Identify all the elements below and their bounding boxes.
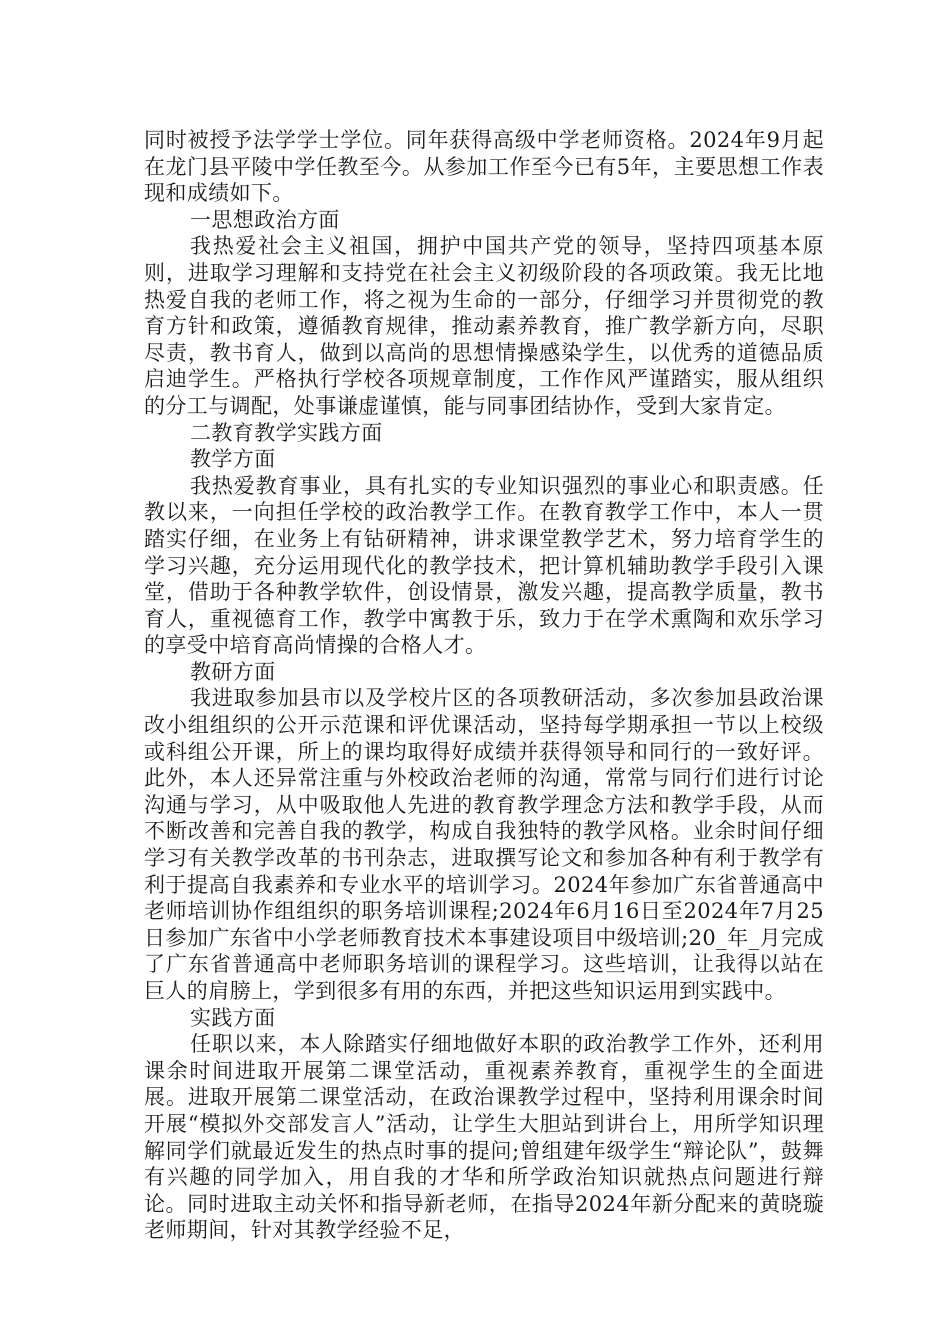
subheading-research: 教研方面 <box>190 659 276 684</box>
intro-paragraph: 同时被授予法学学士学位。同年获得高级中学老师资格。2024年9月起在龙门县平陵中学任教至今。从参加工作至今已有5年，主要思想工作表现和成绩如下。 <box>144 128 824 206</box>
practice-paragraph: 任职以来，本人除踏实仔细地做好本职的政治教学工作外，还利用课余时间进取开展第二课堂活动，重视素养教育，重视学生的全面进展。进取开展第二课堂活动，在政治课教学过程中，坚持利用课余时间开展“模拟外交部发言人”活动，让学生大胆站到讲台上，用所学知识理解同学们就最近发生的热点时事的提问;曾组建年级学生“辩论队”，鼓舞有兴趣的同学加入，用自我的才华和所学政治知识就热点问题进行辩论。同时进取主动关怀和指导新老师，在指导2024年新分配来的黄晓璇老师期间，针对其教学经验不足， <box>144 1032 824 1243</box>
political-paragraph: 我热爱社会主义祖国，拥护中国共产党的领导，坚持四项基本原则，进取学习理解和支持党在社会主义初级阶段的各项政策。我无比地热爱自我的老师工作，将之视为生命的一部分，仔细学习并贯彻党的教育方针和政策，遵循教育规律，推动素养教育，推广教学新方向，尽职尽责，教书育人，做到以高尚的思想情操感染学生，以优秀的道德品质启迪学生。严格执行学校各项规章制度，工作作风严谨踏实，服从组织的分工与调配，处事谦虚谨慎，能与同事团结协作，受到大家肯定。 <box>144 234 824 418</box>
research-paragraph: 我进取参加县市以及学校片区的各项教研活动，多次参加县政治课改小组组织的公开示范课和评优课活动，坚持每学期承担一节以上校级或科组公开课，所上的课均取得好成绩并获得领导和同行的一致好评。此外，本人还异常注重与外校政治老师的沟通，常常与同行们进行讨论沟通与学习，从中吸取他人先进的教育教学理念方法和教学手段，从而不断改善和完善自我的教学，构成自我独特的教学风格。业余时间仔细学习有关教学改革的书刊杂志，进取撰写论文和参加各种有利于教学有利于提高自我素养和专业水平的培训学习。2024年参加广东省普通高中老师培训协作组组织的职务培训课程;2024年6月16日至2024年7月25日参加广东省中小学老师教育技术本事建设项目中级培训;20_年_月完成了广东省普通高中老师职务培训的课程学习。这些培训，让我得以站在巨人的肩膀上，学到很多有用的东西，并把这些知识运用到实践中。 <box>144 686 824 1003</box>
subheading-practice: 实践方面 <box>190 1005 276 1030</box>
subheading-teaching: 教学方面 <box>190 447 276 472</box>
teaching-paragraph: 我热爱教育事业，具有扎实的专业知识强烈的事业心和职责感。任教以来，一向担任学校的政治教学工作。在教育教学工作中，本人一贯踏实仔细，在业务上有钻研精神，讲求课堂教学艺术，努力培育学生的学习兴趣，充分运用现代化的教学技术，把计算机辅助教学手段引入课堂，借助于各种教学软件，创设情景，激发兴趣，提高教学质量，教书育人，重视德育工作，教学中寓教于乐，致力于在学术熏陶和欢乐学习的享受中培育高尚情操的合格人才。 <box>144 473 824 658</box>
section-heading-political: 一思想政治方面 <box>190 207 340 232</box>
document-body <box>144 127 824 1244</box>
section-heading-education-practice: 二教育教学实践方面 <box>190 420 383 445</box>
